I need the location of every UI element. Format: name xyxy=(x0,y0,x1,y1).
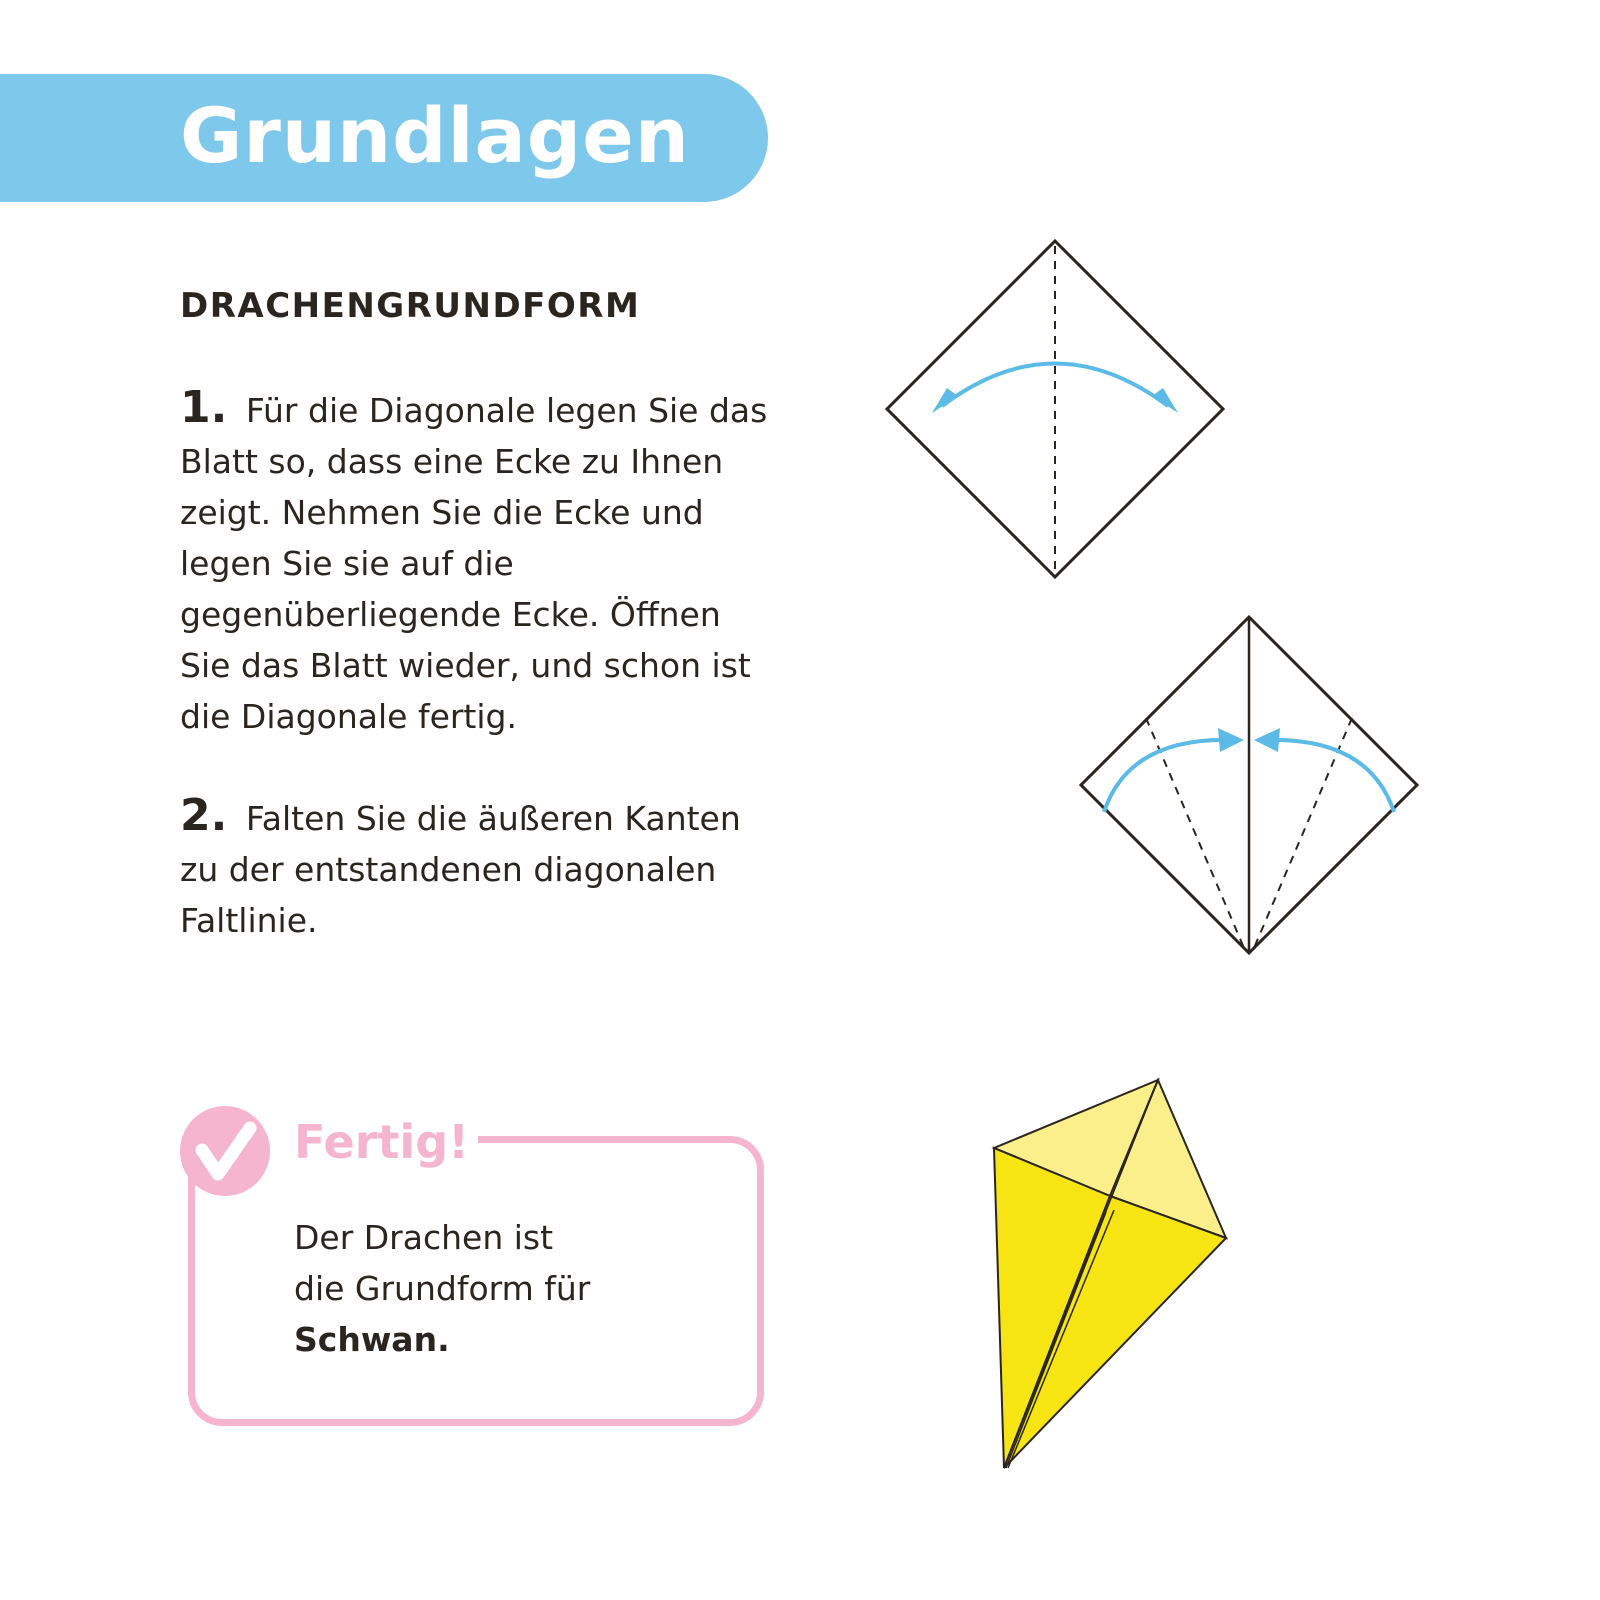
step-2-number: 2. xyxy=(180,790,228,841)
step-2-text: Falten Sie die äußeren Kanten zu der entstandenen diagonalen Faltlinie. xyxy=(180,799,741,940)
done-text-bold: Schwan. xyxy=(294,1320,450,1359)
step-1-number: 1. xyxy=(180,382,228,433)
diagram-step-2 xyxy=(1074,612,1424,962)
diagram-step-1 xyxy=(880,236,1230,586)
done-text-line-2: die Grundform für xyxy=(294,1269,591,1308)
page-title: Grundlagen xyxy=(180,91,690,180)
step-1 xyxy=(180,382,780,742)
step-1-text: Für die Diagonale legen Sie das Blatt so, dass eine Ecke zu Ihnen zeigt. Nehmen Sie die Ecke und legen Sie sie auf die gegenüberliegende Ecke. Öffnen Sie das Blatt wieder, und schon ist die Diagonale fertig. xyxy=(180,391,768,736)
step-2 xyxy=(180,790,780,946)
check-icon xyxy=(180,1106,270,1196)
section-heading: DRACHENGRUNDFORM xyxy=(180,286,641,326)
diagram-kite-result xyxy=(980,1072,1240,1482)
done-text-line-1: Der Drachen ist xyxy=(294,1218,554,1257)
done-title: Fertig! xyxy=(294,1115,470,1169)
done-text xyxy=(294,1212,714,1365)
